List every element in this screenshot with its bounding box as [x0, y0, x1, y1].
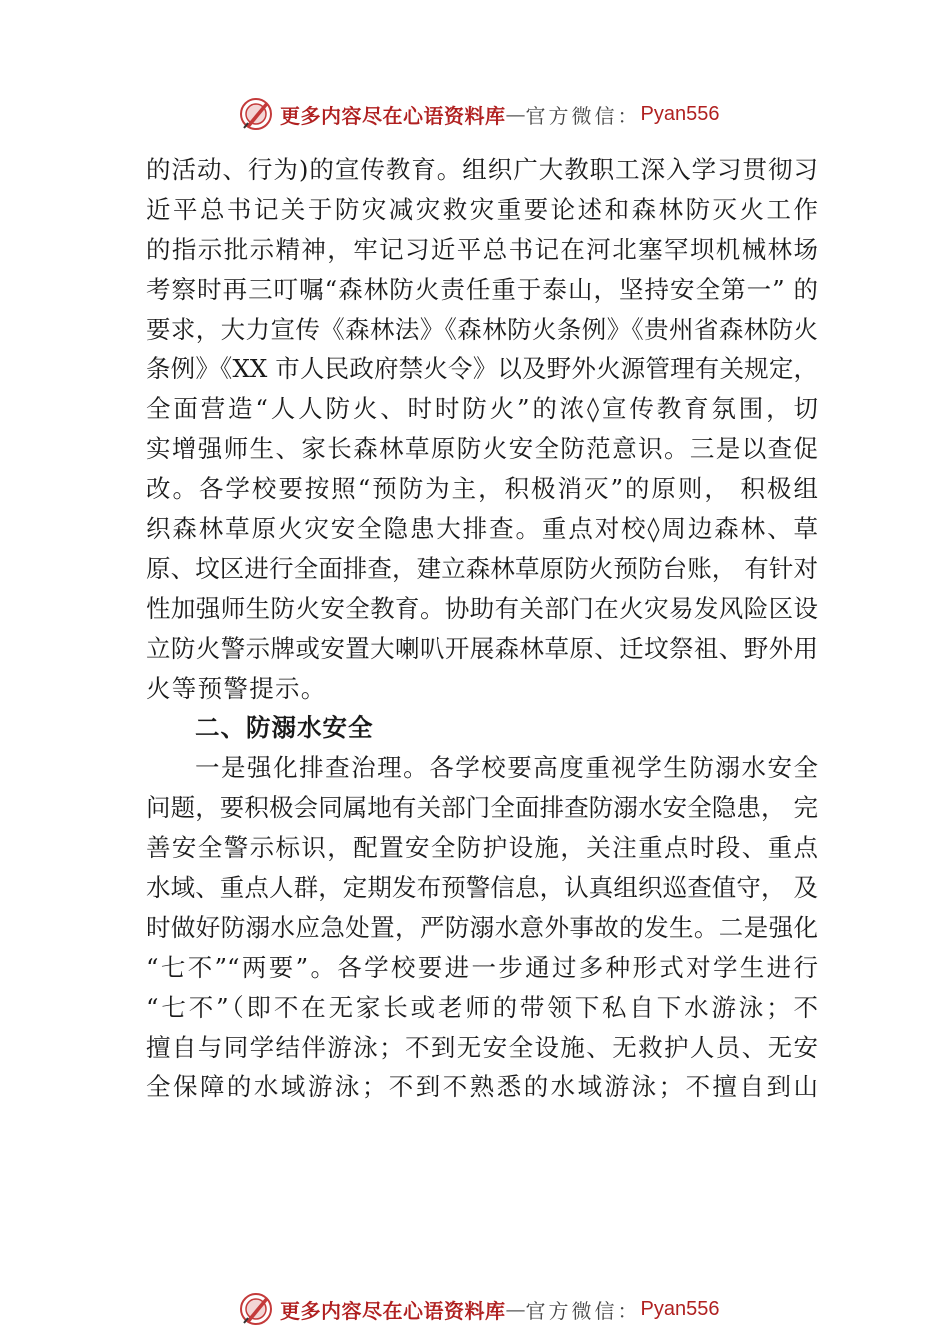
text-line: 立防火警示牌或安置大喇叭开展森林草原、迁坟祭祖、野外用 — [146, 633, 818, 663]
text-line: 织森林草原火灾安全隐患大排查。重点对校◊周边森林、草 — [146, 514, 818, 544]
text-line: 近平总书记关于防灾减灾救灾重要论述和森林防灭火工作 — [146, 194, 818, 224]
banner-slogan: 更多内容尽在心语资料库 — [280, 1298, 506, 1323]
section-heading: 二、防溺水安全 — [195, 713, 374, 743]
text-line: 时做好防溺水应急处置，严防溺水意外事故的发生。二是强化 — [146, 912, 818, 942]
text-line: 善安全警示标识，配置安全防护设施，关注重点时段、重点 — [146, 833, 818, 863]
text-line: 全保障的水域游泳；不到不熟悉的水域游泳；不擅自到山 — [146, 1072, 818, 1102]
header-banner — [238, 94, 758, 134]
text-line: 改。各学校要按照“预防为主，积极消灭”的原则， 积极组 — [146, 474, 818, 504]
text-line: 条例》《XX 市人民政府禁火令》以及野外火源管理有关规定， — [146, 354, 818, 384]
text-line: 一是强化排查治理。各学校要高度重视学生防溺水安全 — [195, 753, 818, 783]
footer-banner — [238, 1289, 758, 1329]
banner-separator: — — [505, 102, 526, 126]
text-line: 水域、重点人群，定期发布预警信息，认真组织巡查值守， 及 — [146, 873, 818, 903]
text-line: 要求，大力宣传《森林法》《森林防火条例》《贵州省森林防火 — [146, 314, 818, 344]
text-line: “七不”（即不在无家长或老师的带领下私自下水游泳；不 — [146, 992, 818, 1022]
paragraph-fire-safety — [146, 150, 818, 708]
text-line: 擅自与同学结伴游泳；不到无安全设施、无救护人员、无安 — [146, 1032, 818, 1062]
text-line: 实增强师生、家长森林草原防火安全防范意识。三是以查促 — [146, 434, 818, 464]
banner-slogan: 更多内容尽在心语资料库 — [280, 103, 506, 128]
quill-logo-icon — [238, 1291, 274, 1327]
banner-wechat-label: 官方微信： — [525, 103, 641, 128]
text-line: “七不”“两要”。各学校要进一步通过多种形式对学生进行 — [146, 952, 818, 982]
quill-logo-icon — [238, 96, 274, 132]
banner-wechat-label: 官方微信： — [525, 1298, 641, 1323]
text-line: 问题，要积极会同属地有关部门全面排查防溺水安全隐患， 完 — [146, 793, 818, 823]
text-line: 考察时再三叮嘱“森林防火责任重于泰山，坚持安全第一” 的 — [146, 274, 818, 304]
text-line: 的活动、行为)的宣传教育。组织广大教职工深入学习贯彻习 — [146, 155, 818, 184]
banner-separator: — — [505, 1297, 526, 1321]
banner-wechat-id: Pyan556 — [640, 1297, 720, 1320]
text-line: 全面营造“人人防火、时时防火”的浓◊宣传教育氛围，切 — [146, 394, 818, 424]
text-line: 原、坟区进行全面排查，建立森林草原防火预防台账， 有针对 — [146, 553, 818, 583]
banner-wechat-id: Pyan556 — [640, 102, 720, 125]
document-body — [146, 150, 818, 1107]
text-line: 火等预警提示。 — [146, 673, 327, 703]
paragraph-drowning-safety — [146, 748, 818, 1107]
text-line: 性加强师生防火安全教育。协助有关部门在火灾易发风险区设 — [146, 593, 818, 623]
text-line: 的指示批示精神，牢记习近平总书记在河北塞罕坝机械林场 — [146, 234, 818, 264]
